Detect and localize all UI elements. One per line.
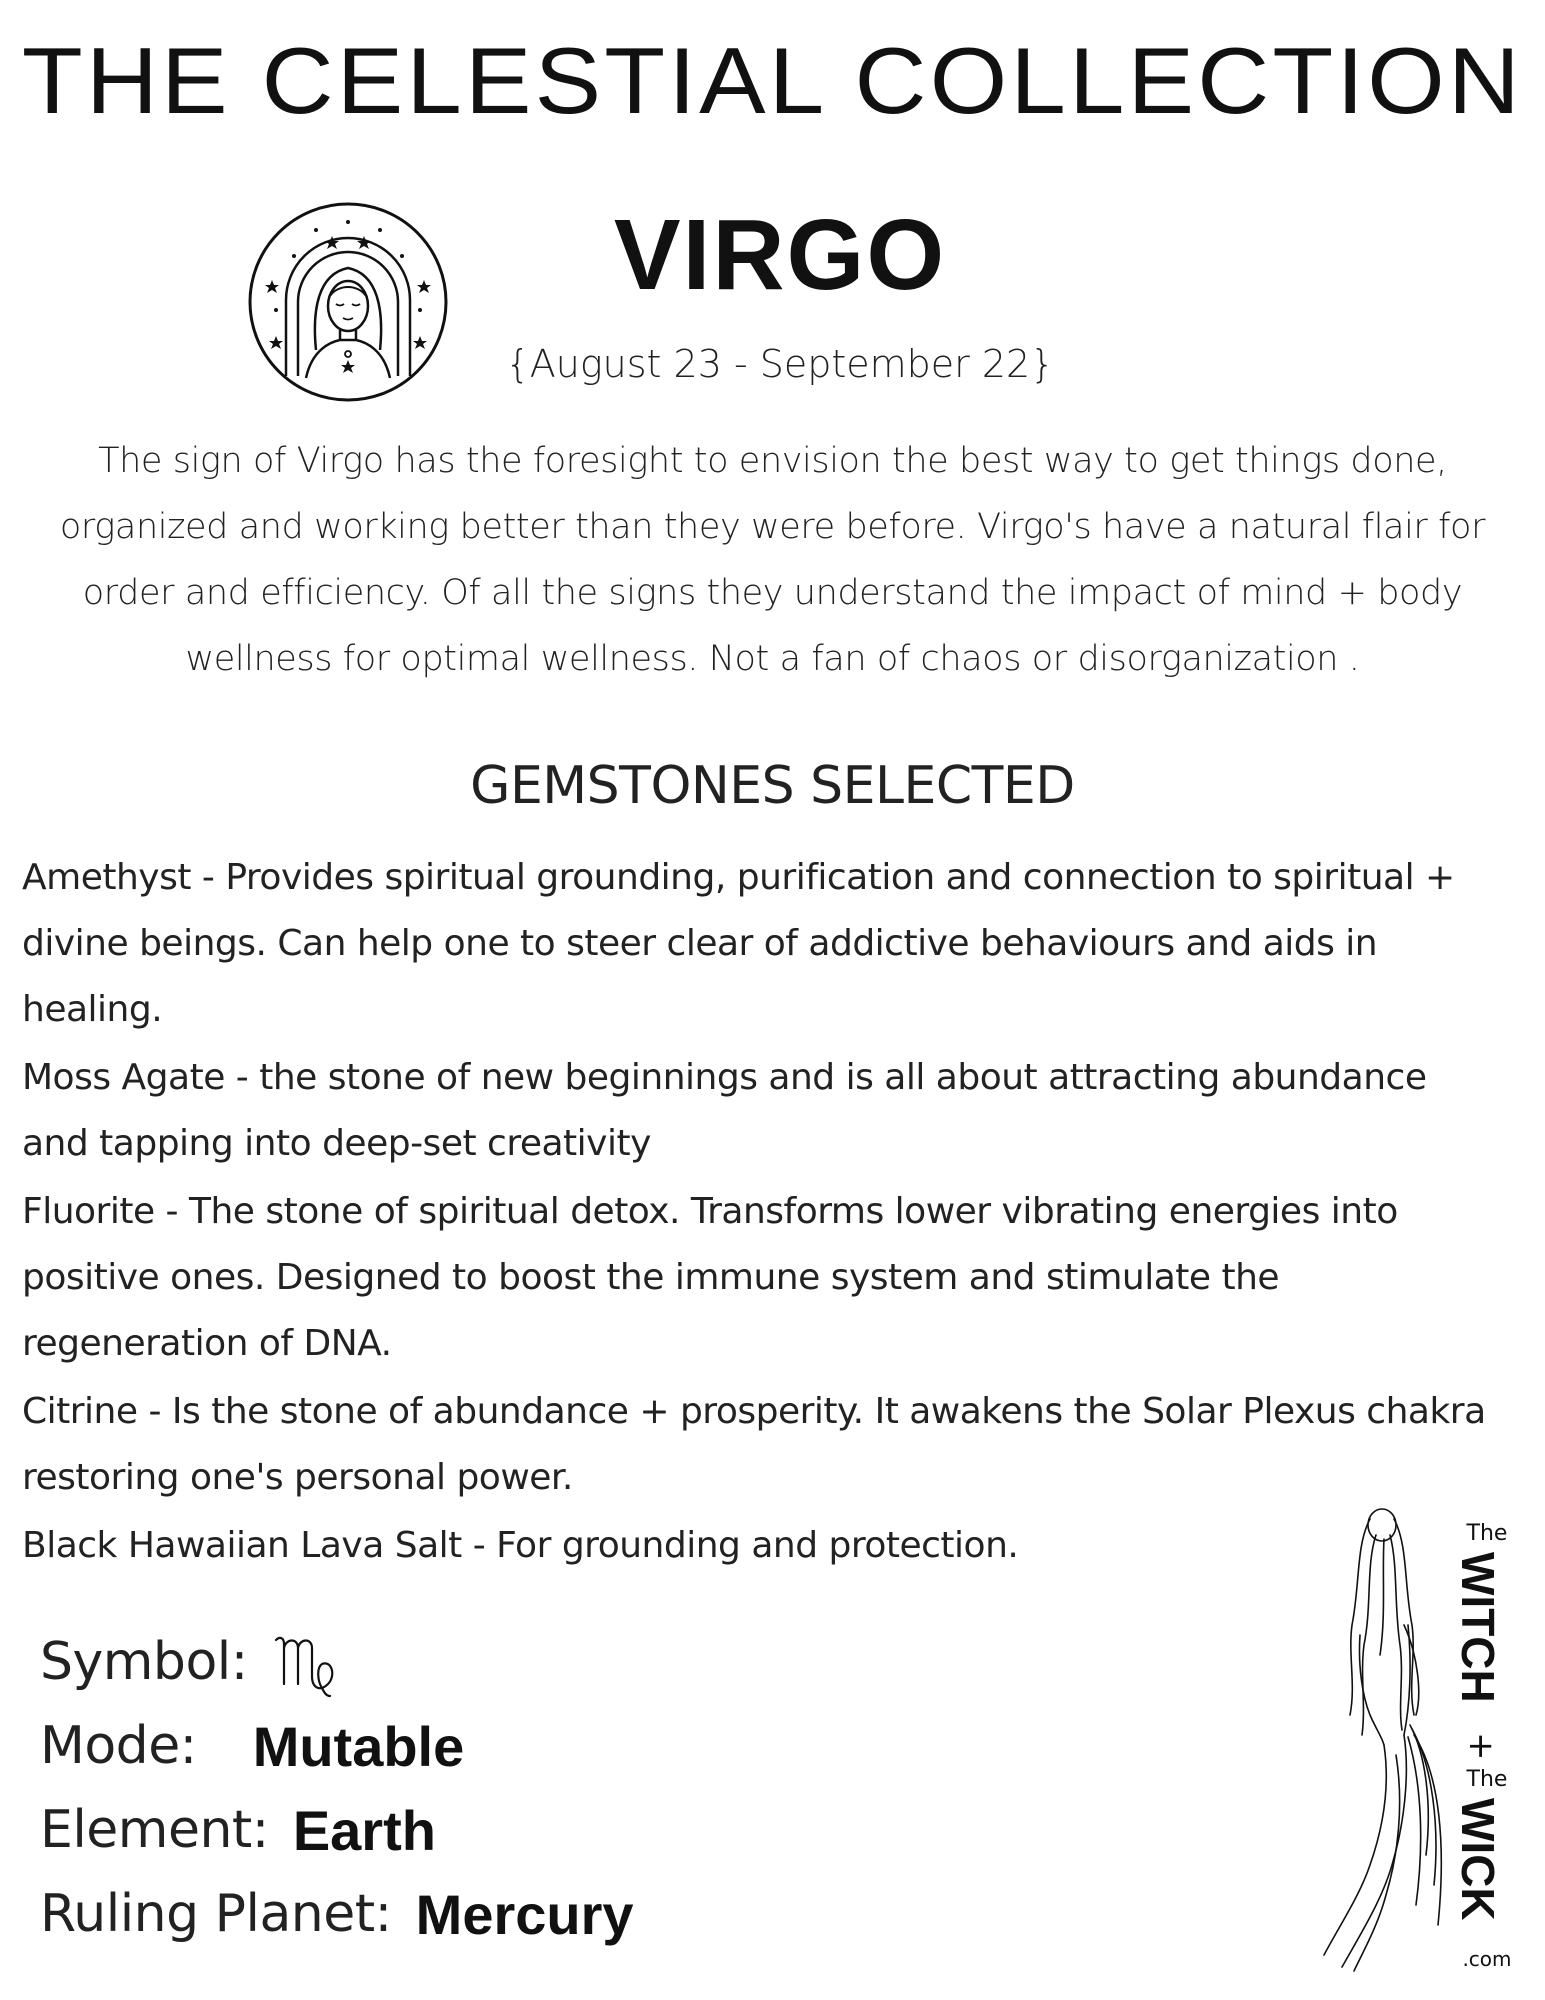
brand-logo xyxy=(1452,1520,1522,1970)
logo-plus: + xyxy=(1461,1732,1501,1761)
gemstone-item-lava-salt: Black Hawaiian Lava Salt - For grounding and protection. xyxy=(22,1525,1019,1566)
sign-dates: {August 23 - September 22} xyxy=(505,342,1055,386)
symbol-row xyxy=(40,1620,634,1704)
mode-value: Mutable xyxy=(252,1714,465,1778)
gemstone-item-moss-agate: Moss Agate - the stone of new beginnings and is all about attracting abundance and tapping into deep-set creativity xyxy=(22,1057,1427,1164)
planet-label: Ruling Planet: xyxy=(40,1884,392,1944)
collection-title: THE CELESTIAL COLLECTION xyxy=(21,28,1524,133)
planet-row xyxy=(40,1872,634,1956)
mode-row xyxy=(40,1704,634,1788)
element-value: Earth xyxy=(292,1798,436,1862)
symbol-label: Symbol: xyxy=(40,1632,248,1692)
intro-paragraph: The sign of Virgo has the foresight to envision the best way to get things done, organized and working better than they were before. Virgo's have a natural flair for order and efficiency. Of all the signs they understand the impact of mind + body wellness for optimal wellness. Not a fan of chaos or disorganization . xyxy=(59,441,1486,679)
planet-value: Mercury xyxy=(415,1882,634,1946)
logo-dotcom: .com xyxy=(1462,1947,1512,1970)
element-row xyxy=(40,1788,634,1872)
logo-the-top: The xyxy=(1466,1521,1508,1546)
gemstone-item-amethyst: Amethyst - Provides spiritual grounding, purification and connection to spiritual + divine beings. Can help one to steer clear of addictive behaviours and aids in healing. xyxy=(22,857,1455,1030)
virgo-maiden-medallion-icon xyxy=(246,200,450,404)
mermaid-figure-icon xyxy=(1300,1505,1450,1975)
sign-attributes xyxy=(40,1620,634,1956)
virgo-glyph-icon xyxy=(272,1626,342,1698)
logo-the-bottom: The xyxy=(1466,1767,1508,1792)
sign-name: VIRGO xyxy=(613,199,947,311)
mode-label: Mode: xyxy=(40,1716,197,1776)
gemstones-heading: GEMSTONES SELECTED xyxy=(470,756,1075,816)
logo-witch: WITCH xyxy=(1452,1552,1504,1703)
gemstone-item-fluorite: Fluorite - The stone of spiritual detox. Transforms lower vibrating energies into positive ones. Designed to boost the immune system and stimulate the regeneration of DNA. xyxy=(22,1191,1398,1364)
logo-wick: WICK xyxy=(1452,1798,1504,1921)
element-label: Element: xyxy=(40,1800,269,1860)
gemstone-list xyxy=(22,845,1502,1581)
gemstone-item-citrine: Citrine - Is the stone of abundance + prosperity. It awakens the Solar Plexus chakra restoring one's personal power. xyxy=(22,1391,1486,1498)
